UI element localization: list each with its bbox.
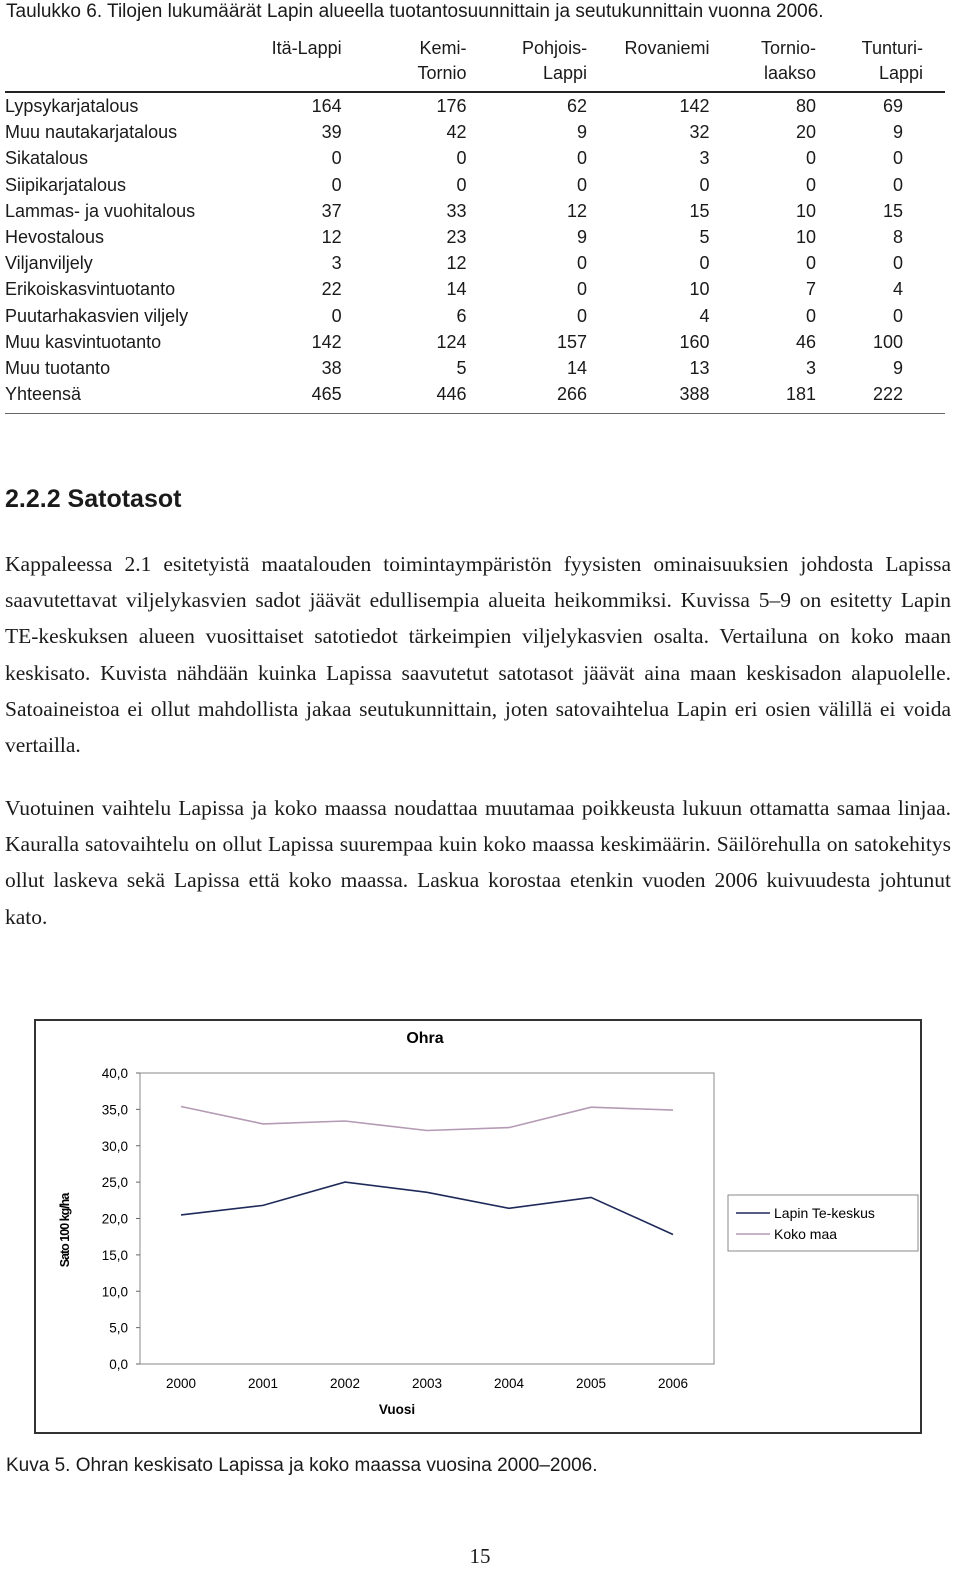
table-cell: 9 <box>892 122 903 143</box>
table-cell: 23 <box>446 227 467 248</box>
table-cell: 38 <box>321 357 342 378</box>
table-cell: 5 <box>456 357 467 378</box>
table-cell: 14 <box>567 357 588 378</box>
row-label: Sikatalous <box>5 148 89 169</box>
table-cell: 80 <box>796 96 817 117</box>
y-tick-label: 20,0 <box>101 1211 128 1227</box>
row-label: Siipikarjatalous <box>5 174 127 195</box>
row-label: Erikoiskasvintuotanto <box>5 279 176 300</box>
table-cell: 0 <box>806 305 817 326</box>
table-cell: 181 <box>710 381 817 414</box>
table-cell: 0 <box>892 305 903 326</box>
chart-title: Ohra <box>406 1030 444 1047</box>
table-cell: 4 <box>699 305 710 326</box>
column-header: Rovaniemi <box>587 34 709 92</box>
table-cell: 222 <box>816 381 945 414</box>
table-cell: 39 <box>321 122 342 143</box>
y-tick-label: 25,0 <box>101 1175 128 1191</box>
table-cell: 3 <box>699 148 710 169</box>
table-cell: 0 <box>892 148 903 169</box>
column-header: Tornio- laakso <box>710 34 817 92</box>
table-cell: 9 <box>577 122 588 143</box>
table-cell: 157 <box>557 331 588 352</box>
paragraph: Kappaleessa 2.1 esitetyistä maatalouden toimintaympäristön fyysisten ominaisuuksien johdosta Lapissa saavutettavat viljelykasvien sadot jäävät edullisempia alueita heikommiksi. Kuvissa 5–9 on esitetty Lapin TE-keskuksen alueen vuosittaiset satotiedot tärkeimpien viljelykasvien osalta. Vertailuna on koko maan keskisato. Kuvista nähdään kuinka Lapissa saavutetut satotasot jäävät aina maan keskisadon alapuolelle. Satoaineistoa ei ollut mahdollista jakaa seutukunnittain, joten satovaihtelua Lapin eri osien välillä ei voida vertailla. <box>5 552 951 758</box>
table-cell: 9 <box>577 227 588 248</box>
table-row <box>5 276 945 302</box>
chart-canvas <box>36 1021 924 1436</box>
table-cell: 33 <box>446 200 467 221</box>
table-cell: 5 <box>699 227 710 248</box>
x-tick-label: 2005 <box>575 1376 607 1391</box>
table-cell: 7 <box>806 279 817 300</box>
table-cell: 446 <box>342 381 471 414</box>
table-row <box>5 145 945 171</box>
table-row <box>5 381 945 414</box>
table-cell: 32 <box>689 122 710 143</box>
table-caption: Taulukko 6. Tilojen lukumäärät Lapin alueella tuotantosuunnittain ja seutukunnittain vuonna 2006. <box>6 1 824 22</box>
farm-count-table <box>5 34 945 414</box>
table-cell: 100 <box>872 331 903 352</box>
table-cell: 15 <box>689 200 710 221</box>
column-header: Itä-Lappi <box>259 34 341 92</box>
y-axis-label: Sato 100 kg/ha <box>58 1193 72 1268</box>
table-row <box>5 355 945 381</box>
table-cell: 42 <box>446 122 467 143</box>
table-cell: 388 <box>587 381 709 414</box>
table-cell: 13 <box>689 357 710 378</box>
table-cell: 0 <box>892 174 903 195</box>
table-cell: 0 <box>577 253 588 274</box>
legend-label: Koko maa <box>774 1226 838 1242</box>
y-tick-label: 15,0 <box>101 1247 128 1263</box>
table-cell: 0 <box>331 174 342 195</box>
table-row <box>5 119 945 145</box>
table-cell: 37 <box>321 200 342 221</box>
table-cell: 160 <box>679 331 710 352</box>
figure-caption: Kuva 5. Ohran keskisato Lapissa ja koko maassa vuosina 2000–2006. <box>6 1455 598 1476</box>
table-row <box>5 172 945 198</box>
row-label: Muu nautakarjatalous <box>5 122 178 143</box>
table-cell: 142 <box>311 331 342 352</box>
table-row <box>5 250 945 276</box>
table-cell: 266 <box>471 381 588 414</box>
row-label: Viljanviljely <box>5 253 93 274</box>
table-cell: 176 <box>436 96 467 117</box>
y-tick-label: 10,0 <box>101 1284 128 1300</box>
table-cell: 0 <box>577 279 588 300</box>
table-row <box>5 198 945 224</box>
table-cell: 10 <box>689 279 710 300</box>
y-tick-label: 30,0 <box>101 1138 128 1154</box>
table-row <box>5 303 945 329</box>
x-tick-label: 2003 <box>411 1376 443 1391</box>
barley-yield-chart <box>34 1019 922 1434</box>
table-cell: 10 <box>796 227 817 248</box>
table-cell: 22 <box>321 279 342 300</box>
row-label: Muu tuotanto <box>5 357 111 378</box>
x-tick-label: 2000 <box>165 1376 197 1391</box>
table-cell: 0 <box>892 253 903 274</box>
table-cell: 0 <box>806 148 817 169</box>
table-cell: 10 <box>796 200 817 221</box>
table-cell: 0 <box>331 148 342 169</box>
table-cell: 15 <box>882 200 903 221</box>
table-cell: 0 <box>456 174 467 195</box>
page-number: 15 <box>469 1544 491 1568</box>
table-cell: 3 <box>331 253 342 274</box>
table-cell: 164 <box>311 96 342 117</box>
column-header: Kemi- Tornio <box>342 34 471 92</box>
column-header: Tunturi- Lappi <box>816 34 945 92</box>
table-cell: 0 <box>806 174 817 195</box>
table-cell: 3 <box>806 357 817 378</box>
y-tick-label: 0,0 <box>109 1357 128 1372</box>
table-header-row <box>5 34 945 92</box>
table-cell: 12 <box>446 253 467 274</box>
row-label: Hevostalous <box>5 227 105 248</box>
table-cell: 0 <box>331 305 342 326</box>
row-label: Puutarhakasvien viljely <box>5 305 189 326</box>
paragraph: Vuotuinen vaihtelu Lapissa ja koko maassa noudattaa muutamaa poikkeusta lukuun ottamatta samaa linjaa. Kauralla satovaihtelu on ollut Lapissa suurempaa kuin koko maassa keskimäärin. Säilörehulla on satokehitys ollut laskeva sekä Lapissa että koko maassa. Laskua korostaa etenkin vuoden 2006 kuivuudesta johtunut kato. <box>5 796 951 929</box>
column-header: Pohjois- Lappi <box>471 34 588 92</box>
table-cell: 0 <box>577 174 588 195</box>
section-heading: 2.2.2 Satotasot <box>5 485 182 513</box>
table-cell: 0 <box>577 305 588 326</box>
legend-box <box>728 1195 918 1251</box>
table-cell: 12 <box>321 227 342 248</box>
y-tick-label: 40,0 <box>101 1066 128 1081</box>
table-cell: 12 <box>567 200 588 221</box>
x-tick-label: 2001 <box>247 1376 279 1391</box>
table-row <box>5 224 945 250</box>
x-tick-label: 2002 <box>329 1376 361 1391</box>
table-cell: 8 <box>892 227 903 248</box>
table-cell: 62 <box>567 96 588 117</box>
table-row <box>5 329 945 355</box>
table-cell: 9 <box>892 357 903 378</box>
row-label: Lypsykarjatalous <box>5 96 139 117</box>
table-cell: 465 <box>259 381 341 414</box>
table-cell: 4 <box>892 279 903 300</box>
table-cell: 0 <box>699 253 710 274</box>
header-blank <box>5 34 259 92</box>
table-cell: 20 <box>796 122 817 143</box>
table-cell: 69 <box>882 96 903 117</box>
table-cell: 6 <box>456 305 467 326</box>
y-tick-label: 35,0 <box>101 1102 128 1118</box>
table-cell: 46 <box>796 331 817 352</box>
table-cell: 124 <box>436 331 467 352</box>
x-tick-label: 2004 <box>493 1376 525 1391</box>
series-line-0 <box>181 1182 673 1234</box>
x-axis-label: Vuosi <box>378 1402 416 1417</box>
row-label: Yhteensä <box>5 381 259 414</box>
series-line-1 <box>181 1107 673 1131</box>
table-cell: 0 <box>577 148 588 169</box>
table-cell: 0 <box>456 148 467 169</box>
table-cell: 142 <box>679 96 710 117</box>
table-cell: 14 <box>446 279 467 300</box>
row-label: Lammas- ja vuohitalous <box>5 200 196 221</box>
table-cell: 0 <box>806 253 817 274</box>
y-tick-label: 5,0 <box>109 1320 128 1336</box>
table-cell: 0 <box>699 174 710 195</box>
row-label: Muu kasvintuotanto <box>5 331 162 352</box>
legend-label: Lapin Te-keskus <box>774 1205 875 1221</box>
table-row <box>5 92 945 119</box>
x-tick-label: 2006 <box>657 1376 689 1391</box>
